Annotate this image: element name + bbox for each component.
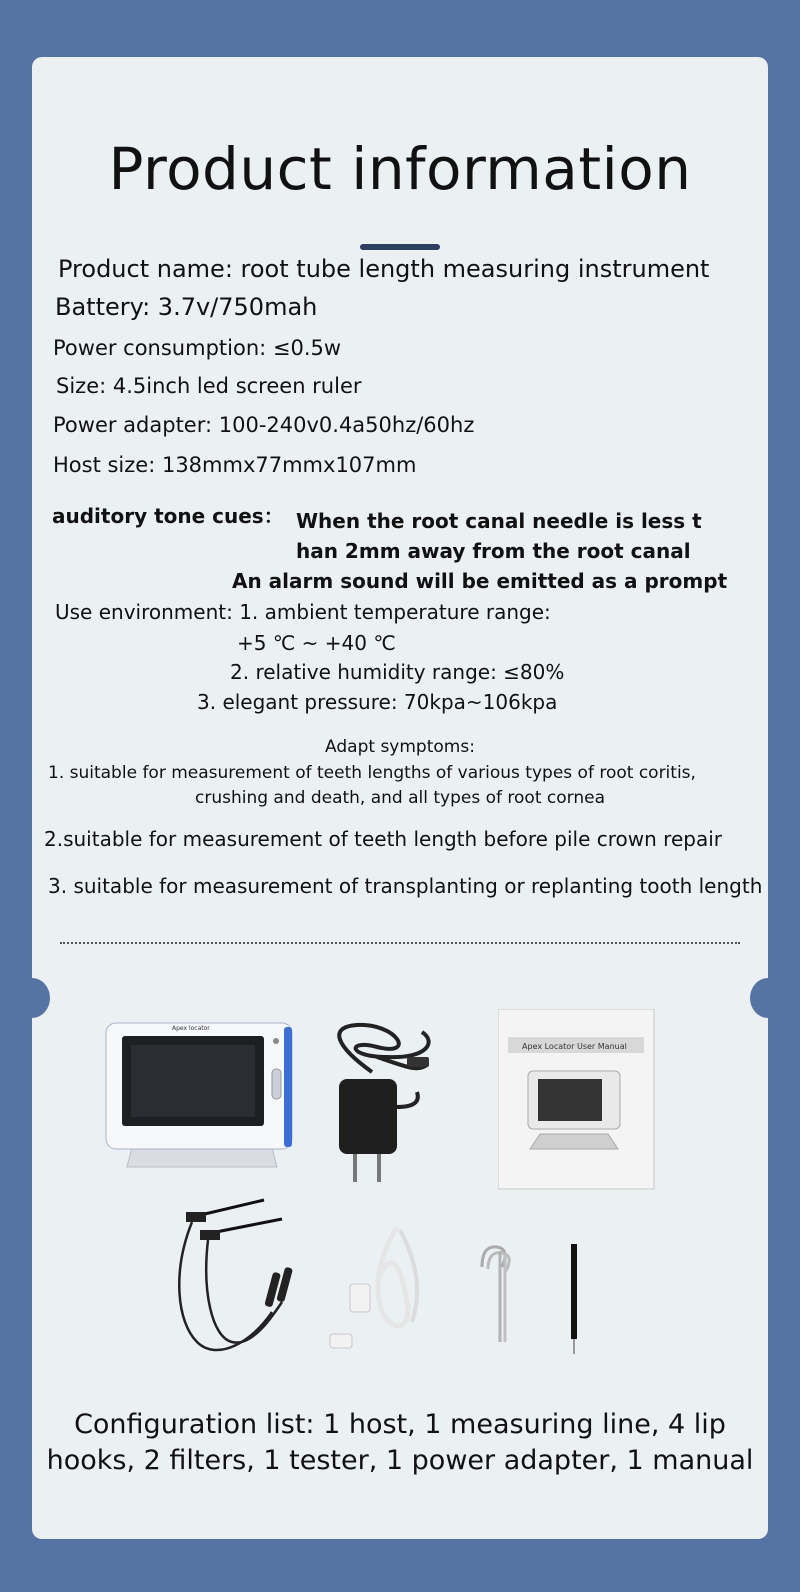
product-info-card — [32, 57, 768, 1539]
card-notch-left — [32, 978, 50, 1018]
config-line-2: hooks, 2 filters, 1 tester, 1 power adapter, 1 manual — [46, 1445, 754, 1476]
spec-power-adapter: Power adapter: 100-240v0.4a50hz/60hz — [53, 413, 475, 437]
auditory-line-3: An alarm sound will be emitted as a prompt — [232, 569, 728, 593]
auditory-line-1: When the root canal needle is less t — [296, 509, 702, 533]
measuring-cable-image — [172, 1192, 312, 1362]
symptom-2: 2.suitable for measurement of teeth length before pile crown repair — [44, 827, 722, 851]
card-notch-right — [750, 978, 768, 1018]
section-divider — [60, 942, 740, 944]
spec-host-size: Host size: 138mmx77mmx107mm — [53, 453, 417, 477]
env-line-3: 2. relative humidity range: ≤80% — [230, 660, 565, 684]
symptom-1-line-1: 1. suitable for measurement of teeth lengths of various types of root coritis, — [48, 763, 696, 783]
manual-title-label: Apex Locator User Manual — [522, 1042, 627, 1051]
auditory-line-2: han 2mm away from the root canal — [296, 539, 691, 563]
manual-image — [498, 1009, 656, 1191]
lip-hooks-image — [472, 1237, 517, 1347]
env-line-1: Use environment: 1. ambient temperature range: — [55, 600, 551, 624]
spec-size: Size: 4.5inch led screen ruler — [56, 374, 362, 398]
power-adapter-image — [317, 1017, 457, 1192]
env-line-4: 3. elegant pressure: 70kpa~106kpa — [197, 690, 558, 714]
configuration-list — [32, 1407, 768, 1479]
spec-power-consumption: Power consumption: ≤0.5w — [53, 336, 342, 360]
auditory-label: auditory tone cues： — [52, 504, 284, 528]
device-brand-label: Apex locator — [172, 1025, 210, 1032]
symptoms-heading: Adapt symptoms: — [325, 737, 475, 757]
env-line-2: +5 ℃ ~ +40 ℃ — [237, 631, 396, 655]
page-title: Product information — [108, 135, 692, 203]
tester-rod-image — [564, 1242, 584, 1357]
spec-product-name: Product name: root tube length measuring instrument — [58, 255, 710, 283]
title-underline — [360, 244, 440, 250]
symptom-1-line-2: crushing and death, and all types of root cornea — [195, 788, 605, 808]
host-device-image — [102, 1017, 302, 1177]
spec-battery: Battery: 3.7v/750mah — [55, 293, 318, 321]
tester-cable-image — [322, 1222, 432, 1352]
symptom-3: 3. suitable for measurement of transplanting or replanting tooth length — [48, 874, 763, 898]
config-line-1: Configuration list: 1 host, 1 measuring line, 4 lip — [74, 1409, 726, 1440]
